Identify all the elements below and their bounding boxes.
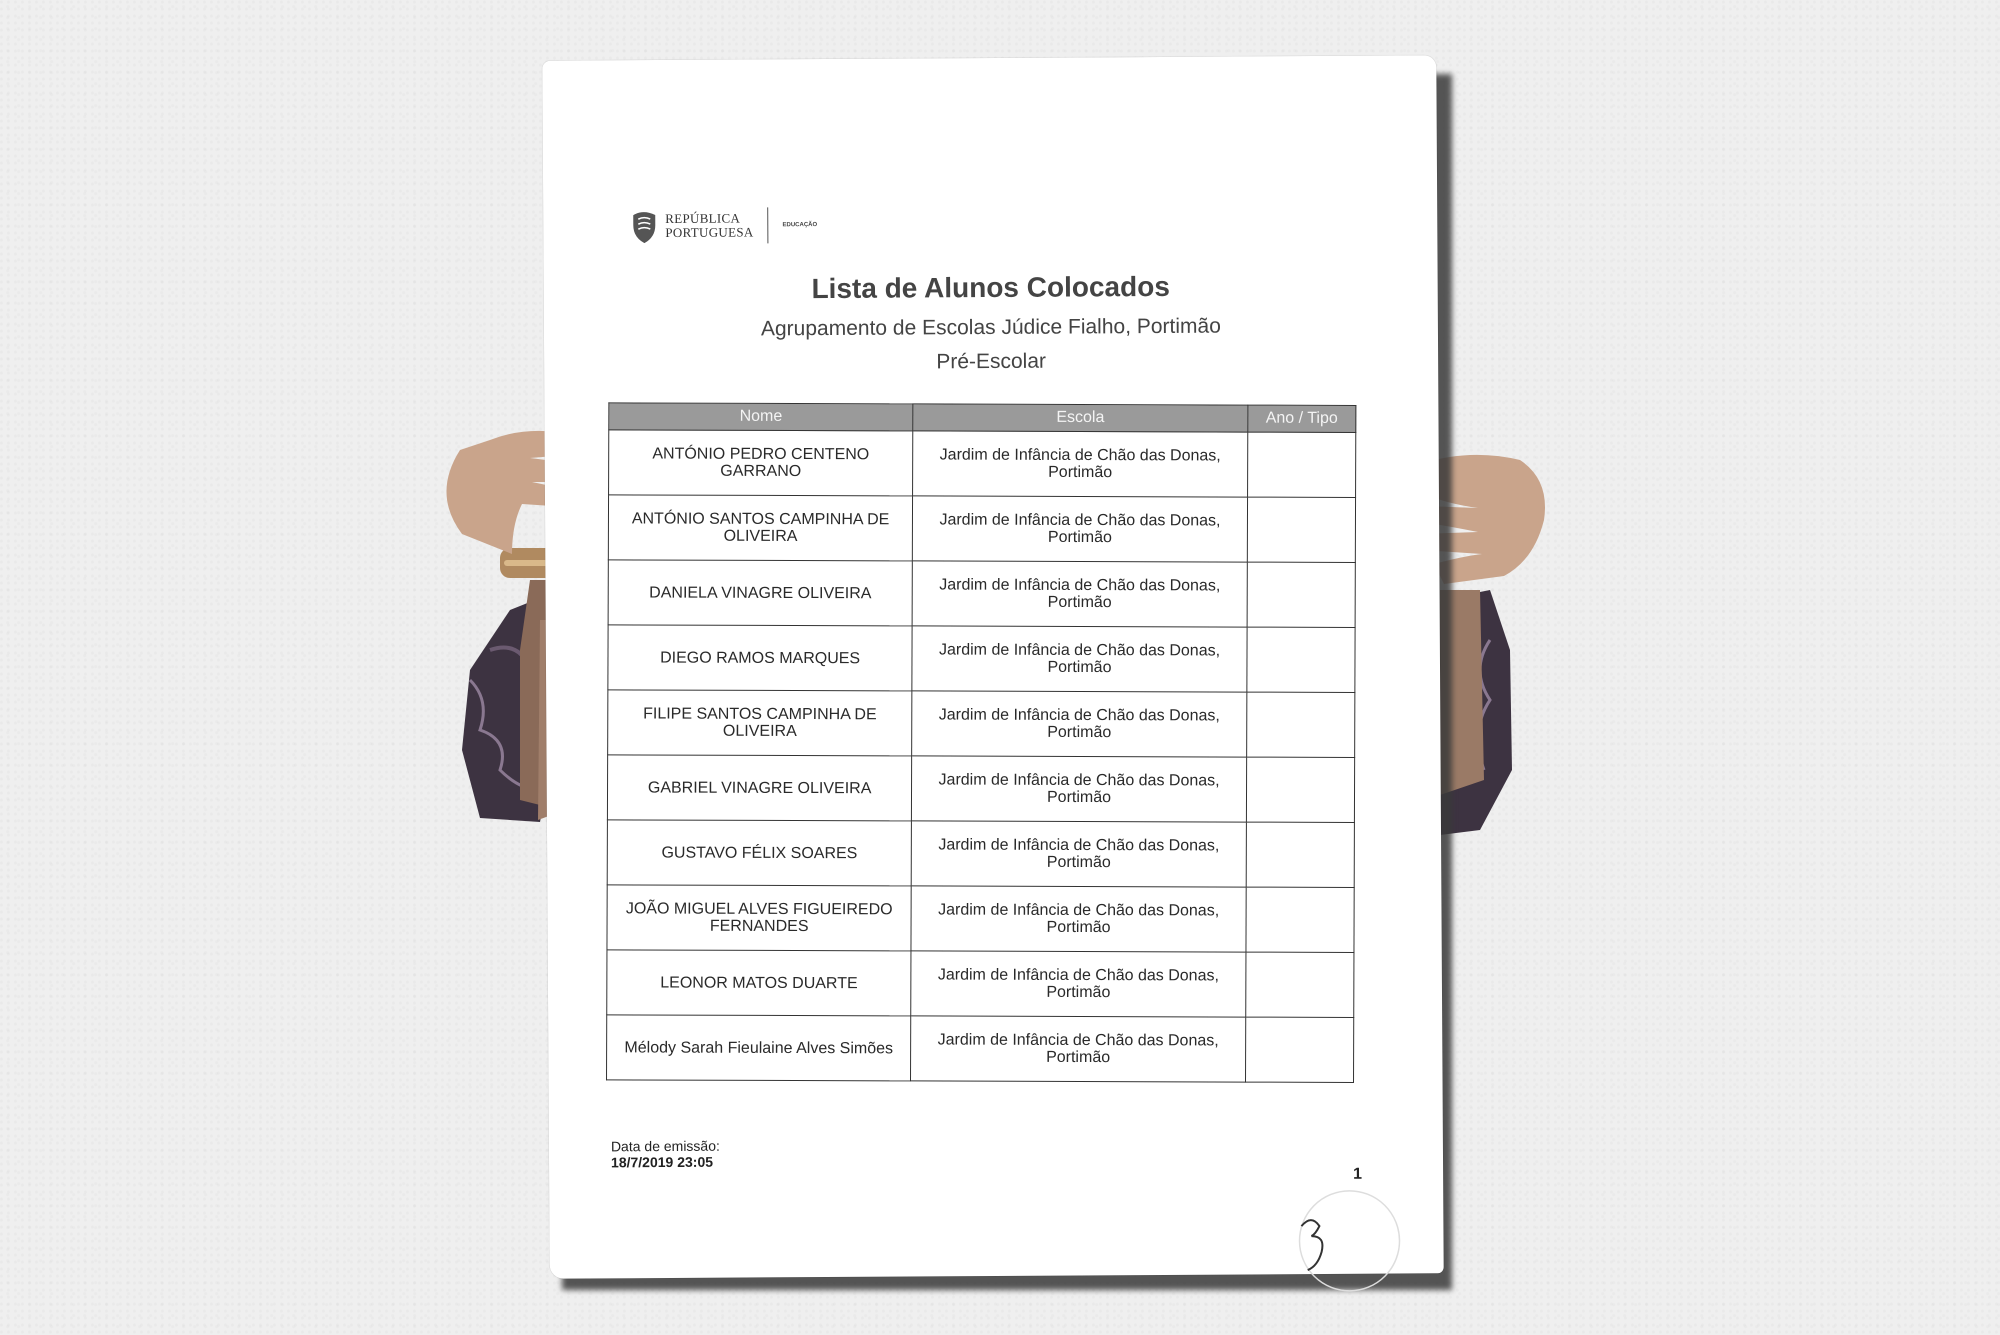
- cell-escola: Jardim de Infância de Chão das Donas, Portimão: [912, 691, 1247, 757]
- republica-portuguesa-logo: [629, 207, 817, 244]
- emblem-icon: [629, 209, 659, 243]
- table-row: [607, 820, 1354, 888]
- cell-ano: [1246, 692, 1354, 757]
- document-subtitle: Agrupamento de Escolas Júdice Fialho, Portimão: [760, 314, 1221, 341]
- cell-nome: Mélody Sarah Fieulaine Alves Simões: [607, 1015, 911, 1081]
- cell-escola: Jardim de Infância de Chão das Donas, Portimão: [911, 951, 1246, 1017]
- logo-subtitle: EDUCAÇÃO: [782, 222, 818, 229]
- logo-separator: [767, 207, 768, 243]
- cell-ano: [1247, 627, 1355, 692]
- table-row: [608, 690, 1355, 758]
- table-row: [607, 885, 1354, 953]
- cell-ano: [1247, 562, 1355, 627]
- document-sheet: [542, 55, 1443, 1278]
- cell-ano: [1246, 952, 1354, 1017]
- cell-nome: JOÃO MIGUEL ALVES FIGUEIREDO FERNANDES: [607, 885, 911, 951]
- table-row: [608, 560, 1355, 628]
- table-row: [609, 430, 1356, 498]
- document-title: Lista de Alunos Colocados: [811, 270, 1170, 305]
- cell-escola: Jardim de Infância de Chão das Donas, Portimão: [912, 756, 1247, 822]
- cell-escola: Jardim de Infância de Chão das Donas, Portimão: [911, 1016, 1246, 1082]
- cell-ano: [1246, 887, 1354, 952]
- cell-escola: Jardim de Infância de Chão das Donas, Portimão: [911, 886, 1246, 952]
- cell-ano: [1246, 757, 1354, 822]
- cell-nome: GABRIEL VINAGRE OLIVEIRA: [607, 755, 911, 821]
- table-header-row: [609, 403, 1356, 433]
- cell-ano: [1247, 497, 1355, 562]
- cell-escola: Jardim de Infância de Chão das Donas, Portimão: [913, 431, 1248, 497]
- cell-nome: DANIELA VINAGRE OLIVEIRA: [608, 560, 912, 626]
- cell-escola: Jardim de Infância de Chão das Donas, Portimão: [913, 496, 1248, 562]
- table-row: [607, 950, 1354, 1018]
- logo-line-1: REPÚBLICA: [665, 210, 741, 226]
- cell-ano: [1247, 432, 1355, 497]
- students-table: [606, 402, 1356, 1083]
- cell-nome: ANTÓNIO SANTOS CAMPINHA DE OLIVEIRA: [608, 495, 912, 561]
- cell-escola: Jardim de Infância de Chão das Donas, Portimão: [911, 821, 1246, 887]
- header-escola: Escola: [913, 404, 1248, 432]
- cell-nome: LEONOR MATOS DUARTE: [607, 950, 911, 1016]
- education-level: Pré-Escolar: [936, 349, 1047, 374]
- table-row: [608, 625, 1355, 693]
- issue-date-label: Data de emissão:: [610, 1137, 720, 1155]
- cell-ano: [1245, 1017, 1353, 1082]
- logo-line-2: PORTUGUESA: [665, 224, 754, 240]
- cell-nome: DIEGO RAMOS MARQUES: [608, 625, 912, 691]
- page-number: 1: [1353, 1165, 1363, 1183]
- table-row: [607, 755, 1354, 823]
- table-row: [607, 1015, 1354, 1083]
- cell-nome: ANTÓNIO PEDRO CENTENO GARRANO: [609, 430, 913, 496]
- issue-date-value: 18/7/2019 23:05: [610, 1153, 714, 1171]
- header-ano-tipo: Ano / Tipo: [1248, 405, 1356, 432]
- handwritten-initial-stamp: [1279, 1185, 1420, 1296]
- cell-escola: Jardim de Infância de Chão das Donas, Portimão: [912, 626, 1247, 692]
- header-nome: Nome: [609, 403, 913, 431]
- cell-nome: FILIPE SANTOS CAMPINHA DE OLIVEIRA: [608, 690, 912, 756]
- cell-nome: GUSTAVO FÉLIX SOARES: [607, 820, 911, 886]
- cell-ano: [1246, 822, 1354, 887]
- table-row: [608, 495, 1355, 563]
- logo-text: [665, 211, 753, 240]
- cell-escola: Jardim de Infância de Chão das Donas, Portimão: [912, 561, 1247, 627]
